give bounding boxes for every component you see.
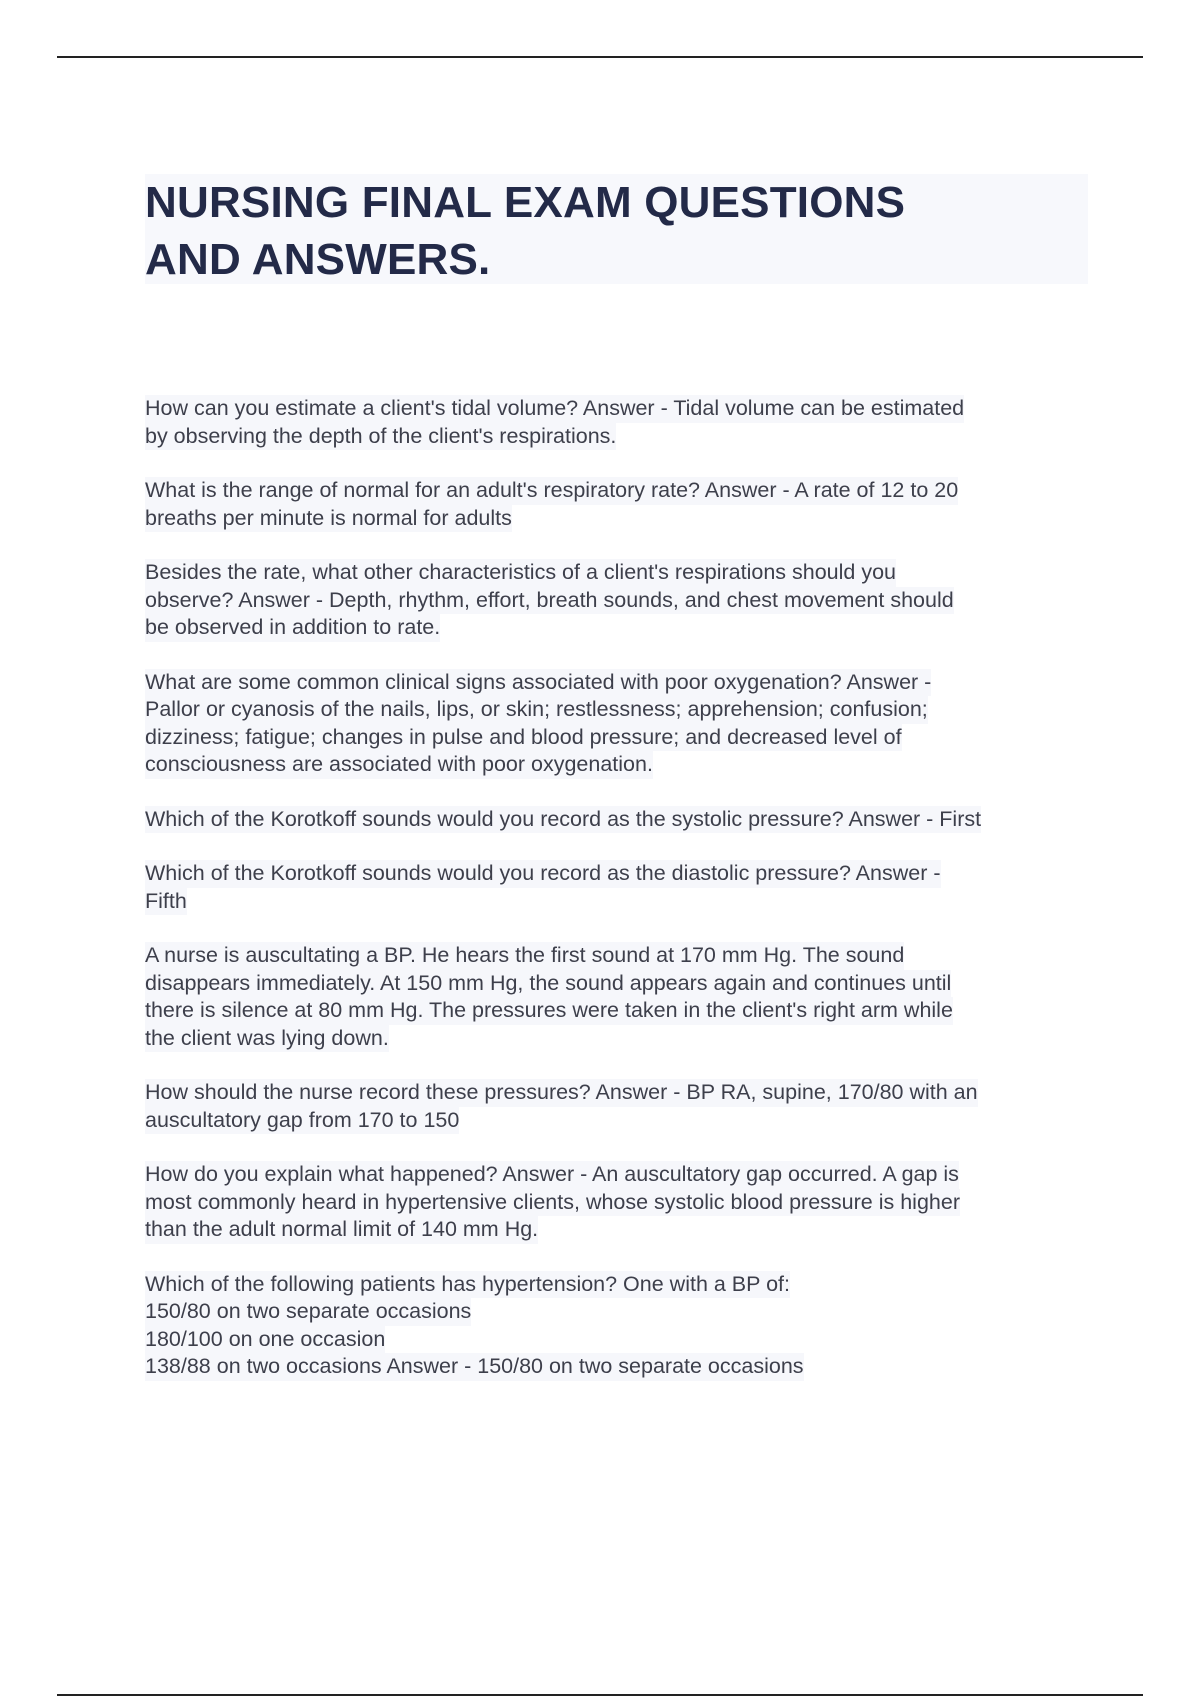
qa-text-line: A nurse is auscultating a BP. He hears the first sound at 170 mm Hg. The sound (145, 942, 904, 970)
qa-item (145, 395, 1105, 450)
qa-text-line: 180/100 on one occasion (145, 1326, 385, 1354)
title-line: NURSING FINAL EXAM QUESTIONS (145, 178, 906, 227)
title-line: AND ANSWERS. (145, 235, 491, 284)
qa-text-line: disappears immediately. At 150 mm Hg, the sound appears again and continues until (145, 970, 951, 998)
qa-text-line: than the adult normal limit of 140 mm Hg. (145, 1216, 538, 1244)
qa-text-line: Which of the Korotkoff sounds would you record as the systolic pressure? Answer - First (145, 806, 981, 834)
qa-item (145, 1271, 1105, 1381)
qa-text-line: How should the nurse record these pressures? Answer - BP RA, supine, 170/80 with an (145, 1079, 978, 1107)
qa-text-line: most commonly heard in hypertensive clients, whose systolic blood pressure is higher (145, 1189, 960, 1217)
qa-text-line: there is silence at 80 mm Hg. The pressures were taken in the client's right arm while (145, 997, 953, 1025)
qa-text-line: observe? Answer - Depth, rhythm, effort, breath sounds, and chest movement should (145, 587, 954, 615)
qa-text-line: Pallor or cyanosis of the nails, lips, or skin; restlessness; apprehension; confusion; (145, 696, 928, 724)
qa-item (145, 1161, 1105, 1244)
qa-text-line: 138/88 on two occasions Answer - 150/80 on two separate occasions (145, 1353, 804, 1381)
qa-text-line: the client was lying down. (145, 1025, 389, 1053)
qa-text-line: How can you estimate a client's tidal volume? Answer - Tidal volume can be estimated (145, 395, 964, 423)
qa-text-line: How do you explain what happened? Answer - An auscultatory gap occurred. A gap is (145, 1161, 959, 1189)
qa-text-line: dizziness; fatigue; changes in pulse and blood pressure; and decreased level of (145, 724, 902, 752)
qa-text-line: by observing the depth of the client's respirations. (145, 423, 616, 451)
qa-text-line: Which of the following patients has hypertension? One with a BP of: (145, 1271, 790, 1299)
qa-text-line: auscultatory gap from 170 to 150 (145, 1107, 459, 1135)
qa-text-line: Besides the rate, what other characteristics of a client's respirations should you (145, 559, 896, 587)
qa-text-line: What are some common clinical signs associated with poor oxygenation? Answer - (145, 669, 931, 697)
qa-item (145, 1079, 1105, 1134)
qa-item (145, 942, 1105, 1052)
qa-text-line: What is the range of normal for an adult's respiratory rate? Answer - A rate of 12 to 20 (145, 477, 958, 505)
page-title (145, 174, 1088, 284)
qa-item (145, 806, 1105, 834)
qa-text-line: Which of the Korotkoff sounds would you record as the diastolic pressure? Answer - (145, 860, 941, 888)
qa-text-line: 150/80 on two separate occasions (145, 1298, 471, 1326)
qa-item (145, 860, 1105, 915)
qa-list (145, 395, 1105, 1408)
qa-item (145, 669, 1105, 779)
qa-text-line: be observed in addition to rate. (145, 614, 440, 642)
qa-text-line: breaths per minute is normal for adults (145, 505, 512, 533)
footer-rule (57, 1694, 1143, 1696)
header-rule (57, 56, 1143, 58)
qa-text-line: Fifth (145, 888, 187, 916)
qa-text-line: consciousness are associated with poor oxygenation. (145, 751, 653, 779)
qa-item (145, 477, 1105, 532)
qa-item (145, 559, 1105, 642)
